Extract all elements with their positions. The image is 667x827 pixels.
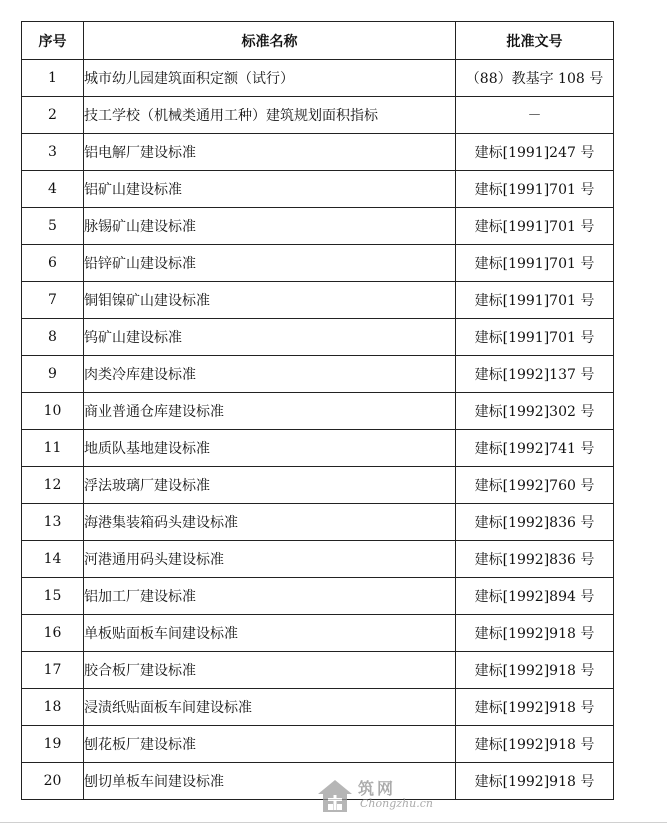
table-row [22,245,614,282]
row-standard-name: 浸渍纸贴面板车间建设标准 [84,689,456,726]
row-approval-number: 建标[1992]918 号 [456,689,614,726]
row-approval-number: 建标[1991]247 号 [456,134,614,171]
table-row [22,60,614,97]
row-standard-name: 单板贴面板车间建设标准 [84,615,456,652]
table-row [22,467,614,504]
row-approval-number: 建标[1991]701 号 [456,171,614,208]
row-standard-name: 刨花板厂建设标准 [84,726,456,763]
row-index: 20 [22,763,84,800]
table-row [22,504,614,541]
table-row [22,541,614,578]
table-row [22,430,614,467]
row-approval-number: 建标[1992]836 号 [456,541,614,578]
row-approval-number: 建标[1991]701 号 [456,245,614,282]
header-row [22,22,614,60]
row-approval-number: 建标[1991]701 号 [456,319,614,356]
table-row [22,356,614,393]
table-row [22,319,614,356]
row-standard-name: 铝加工厂建设标准 [84,578,456,615]
row-standard-name: 脉锡矿山建设标准 [84,208,456,245]
row-index: 16 [22,615,84,652]
standards-table [21,21,614,800]
row-standard-name: 技工学校（机械类通用工种）建筑规划面积指标 [84,97,456,134]
row-approval-number: 建标[1991]701 号 [456,282,614,319]
row-index: 1 [22,60,84,97]
row-approval-number: 建标[1992]836 号 [456,504,614,541]
row-standard-name: 地质队基地建设标准 [84,430,456,467]
row-standard-name: 铝电解厂建设标准 [84,134,456,171]
row-index: 14 [22,541,84,578]
row-approval-number: 建标[1992]302 号 [456,393,614,430]
row-standard-name: 铜钼镍矿山建设标准 [84,282,456,319]
row-standard-name: 铅锌矿山建设标准 [84,245,456,282]
row-standard-name: 肉类冷库建设标准 [84,356,456,393]
header-name: 标准名称 [84,22,456,60]
row-index: 9 [22,356,84,393]
row-approval-number: 建标[1992]760 号 [456,467,614,504]
row-approval-number: － [456,97,614,134]
table-row [22,652,614,689]
watermark-subtitle: Chongzhu.cn [360,797,433,810]
table-row [22,726,614,763]
watermark [316,776,434,816]
row-standard-name: 铝矿山建设标准 [84,171,456,208]
page-divider [0,822,667,823]
row-index: 6 [22,245,84,282]
row-standard-name: 胶合板厂建设标准 [84,652,456,689]
table-row [22,689,614,726]
table-row [22,615,614,652]
table-row [22,208,614,245]
watermark-title: 筑网 [358,779,397,798]
table-row [22,171,614,208]
row-index: 13 [22,504,84,541]
row-approval-number: 建标[1992]918 号 [456,652,614,689]
row-approval-number: 建标[1991]701 号 [456,208,614,245]
row-approval-number: 建标[1992]894 号 [456,578,614,615]
row-standard-name: 刨切单板车间建设标准 [84,763,456,800]
house-logo-icon [316,778,354,814]
table-body [22,60,614,800]
row-approval-number: （88）教基字 108 号 [456,60,614,97]
row-index: 4 [22,171,84,208]
table-row [22,282,614,319]
table-row [22,393,614,430]
row-index: 17 [22,652,84,689]
row-index: 19 [22,726,84,763]
row-approval-number: 建标[1992]918 号 [456,726,614,763]
row-standard-name: 商业普通仓库建设标准 [84,393,456,430]
row-index: 18 [22,689,84,726]
row-index: 11 [22,430,84,467]
row-standard-name: 城市幼儿园建筑面积定额（试行） [84,60,456,97]
row-standard-name: 河港通用码头建设标准 [84,541,456,578]
row-index: 8 [22,319,84,356]
row-standard-name: 钨矿山建设标准 [84,319,456,356]
row-index: 7 [22,282,84,319]
row-approval-number: 建标[1992]741 号 [456,430,614,467]
row-approval-number: 建标[1992]137 号 [456,356,614,393]
row-approval-number: 建标[1992]918 号 [456,615,614,652]
row-index: 3 [22,134,84,171]
table-row [22,134,614,171]
row-index: 15 [22,578,84,615]
table-row [22,97,614,134]
row-standard-name: 浮法玻璃厂建设标准 [84,467,456,504]
row-standard-name: 海港集装箱码头建设标准 [84,504,456,541]
row-index: 10 [22,393,84,430]
table-header [22,22,614,60]
header-approval: 批准文号 [456,22,614,60]
row-index: 2 [22,97,84,134]
table-row [22,578,614,615]
row-index: 5 [22,208,84,245]
row-approval-number: 建标[1992]918 号 [456,763,614,800]
row-index: 12 [22,467,84,504]
header-index: 序号 [22,22,84,60]
